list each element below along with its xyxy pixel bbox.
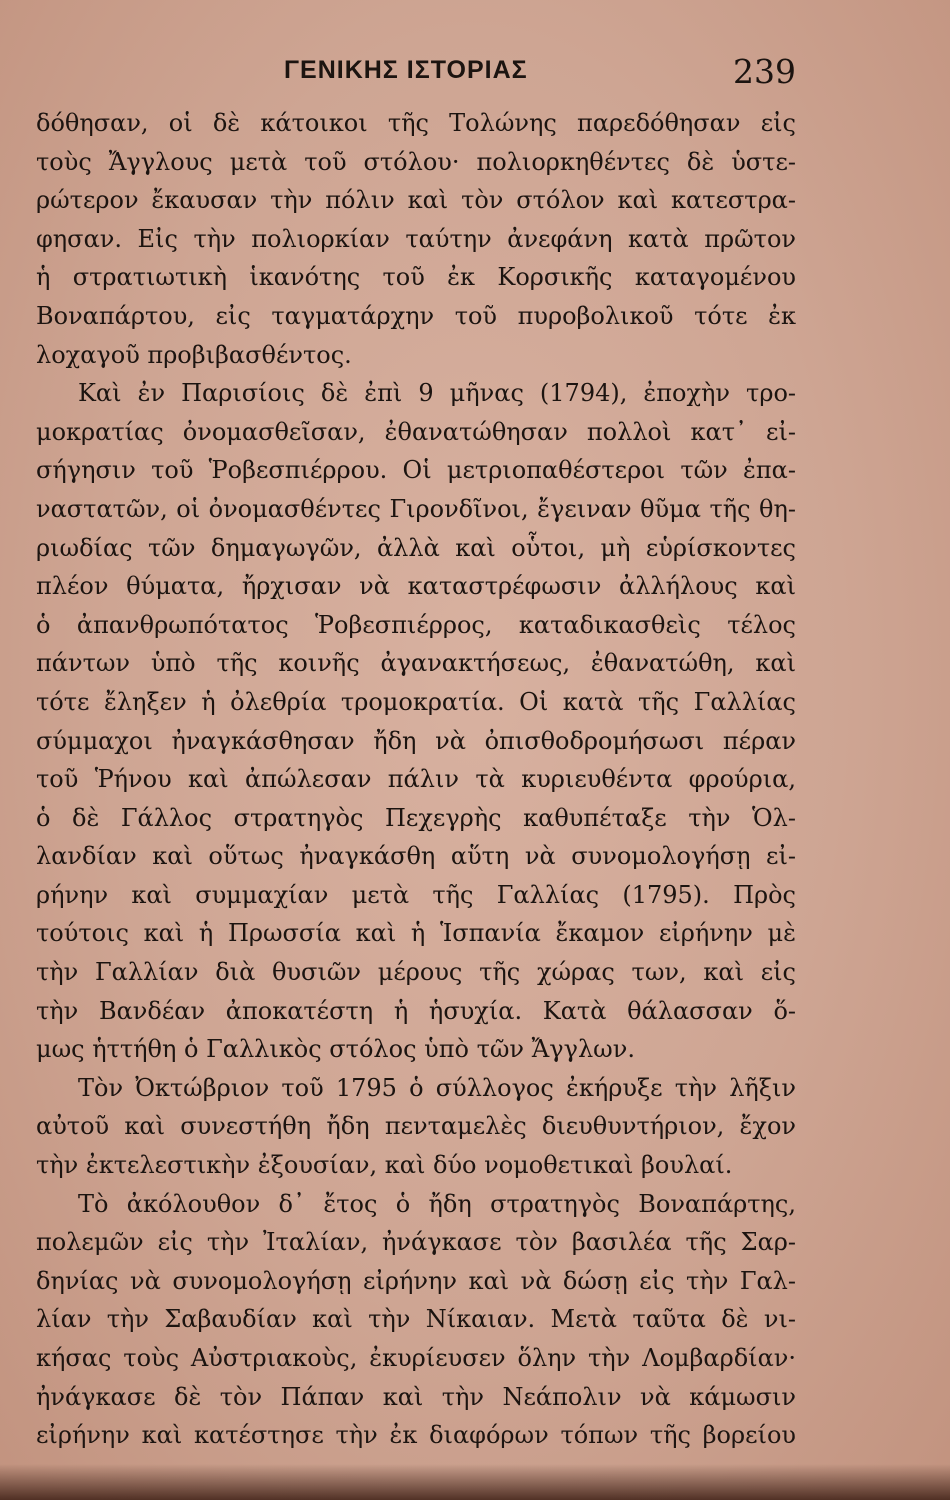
text-line: δηνίας νὰ συνομολογήσῃ εἰρήνην καὶ νὰ δώσῃ εἰς τὴν Γαλ- [36, 1266, 796, 1295]
text-line: τὴν Γαλλίαν διὰ θυσιῶν μέρους τῆς χώρας των, καὶ εἰς [36, 958, 796, 987]
running-title: ΓΕΝΙΚΗΣ ΙΣΤΟΡΙΑΣ [284, 56, 528, 84]
text-line: μοκρατίας ὀνομασθεῖσαν, ἐθανατώθησαν πολλοὶ κατ᾽ εἰ- [36, 417, 796, 446]
page-number: 239 [733, 52, 796, 91]
text-line: τούτοις καὶ ἡ Πρωσσία καὶ ἡ Ἱσπανία ἔκαμον εἰρήνην μὲ [36, 919, 796, 948]
text-line: ρώτερον ἔκαυσαν τὴν πόλιν καὶ τὸν στόλον καὶ κατεστρα- [36, 186, 796, 215]
text-line: μως ἡττήθη ὁ Γαλλικὸς στόλος ὑπὸ τῶν Ἄγγλων. [36, 1035, 635, 1064]
text-line: τοὺς Ἄγγλους μετὰ τοῦ στόλου· πολιορκηθέντες δὲ ὑστε- [36, 147, 796, 176]
text-line: τὴν Βανδέαν ἀποκατέστη ἡ ἡσυχία. Κατὰ θάλασσαν ὅ- [36, 996, 796, 1025]
text-line: ἠνάγκασε δὲ τὸν Πάπαν καὶ τὴν Νεάπολιν νὰ κάμωσιν [36, 1382, 796, 1411]
text-line: ριωδίας τῶν δημαγωγῶν, ἀλλὰ καὶ οὗτοι, μὴ εὑρίσκοντες [36, 533, 796, 562]
text-line: λοχαγοῦ προβιβασθέντος. [36, 340, 352, 369]
text-line: φησαν. Εἰς τὴν πολιορκίαν ταύτην ἀνεφάνη κατὰ πρῶτον [36, 224, 796, 253]
text-line: Βοναπάρτου, εἰς ταγματάρχην τοῦ πυροβολικοῦ τότε ἐκ [36, 301, 796, 330]
text-line: κήσας τοὺς Αὐστριακοὺς, ἐκυρίευσεν ὅλην τὴν Λομβαρδίαν· [36, 1344, 796, 1372]
text-line: λίαν τὴν Σαβαυδίαν καὶ τὴν Νίκαιαν. Μετὰ ταῦτα δὲ νι- [36, 1305, 796, 1334]
text-line: πολεμῶν εἰς τὴν Ἰταλίαν, ἠνάγκασε τὸν βασιλέα τῆς Σαρ- [36, 1228, 796, 1257]
text-line: τὴν ἐκτελεστικὴν ἐξουσίαν, καὶ δύο νομοθετικαὶ βουλαί. [36, 1151, 733, 1180]
text-line: ὁ ἀπανθρωπότατος Ῥοβεσπιέρρος, καταδικασθεὶς τέλος [36, 610, 796, 639]
text-line: σήγησιν τοῦ Ῥοβεσπιέρρου. Οἱ μετριοπαθέστεροι τῶν ἐπα- [36, 456, 796, 485]
page-header [36, 52, 796, 96]
text-line: τοῦ Ῥήνου καὶ ἀπώλεσαν πάλιν τὰ κυριευθέντα φρούρια, [36, 765, 796, 794]
text-line: λανδίαν καὶ οὕτως ἠναγκάσθη αὕτη νὰ συνομολογήσῃ εἰ- [36, 842, 796, 871]
text-line: ἡ στρατιωτικὴ ἱκανότης τοῦ ἐκ Κορσικῆς καταγομένου [36, 263, 796, 292]
text-line: πάντων ὑπὸ τῆς κοινῆς ἀγανακτήσεως, ἐθανατώθη, καὶ [36, 649, 796, 678]
text-line: σύμμαχοι ἠναγκάσθησαν ἤδη νὰ ὀπισθοδρομήσωσι πέραν [36, 726, 796, 755]
text-line: εἰρήνην καὶ κατέστησε τὴν ἐκ διαφόρων τόπων τῆς βορείου [36, 1421, 796, 1450]
text-line: ρήνην καὶ συμμαχίαν μετὰ τῆς Γαλλίας (1795). Πρὸς [36, 880, 796, 909]
text-line: πλέον θύματα, ἤρχισαν νὰ καταστρέφωσιν ἀλλήλους καὶ [36, 572, 796, 601]
text-line: Καὶ ἐν Παρισίοις δὲ ἐπὶ 9 μῆνας (1794), ἐποχὴν τρο- [78, 379, 796, 408]
body-text [36, 104, 796, 1455]
text-line: ναστατῶν, οἱ ὀνομασθέντες Γιρονδῖνοι, ἔγειναν θῦμα τῆς θη- [36, 494, 796, 523]
text-line: τότε ἔληξεν ἡ ὀλεθρία τρομοκρατία. Οἱ κατὰ τῆς Γαλλίας [36, 687, 796, 716]
text-line: Τὸν Ὀκτώβριον τοῦ 1795 ὁ σύλλογος ἐκήρυξε τὴν λῆξιν [78, 1073, 796, 1102]
text-line: ὁ δὲ Γάλλος στρατηγὸς Πεχεγρὴς καθυπέταξε τὴν Ὁλ- [36, 803, 796, 832]
text-line: δόθησαν, οἱ δὲ κάτοικοι τῆς Τολώνης παρεδόθησαν εἰς [36, 109, 796, 137]
text-line: Τὸ ἀκόλουθον δ᾽ ἔτος ὁ ἤδη στρατηγὸς Βοναπάρτης, [78, 1189, 796, 1218]
text-line: αὐτοῦ καὶ συνεστήθη ἤδη πενταμελὲς διευθυντήριον, ἔχον [36, 1112, 796, 1141]
